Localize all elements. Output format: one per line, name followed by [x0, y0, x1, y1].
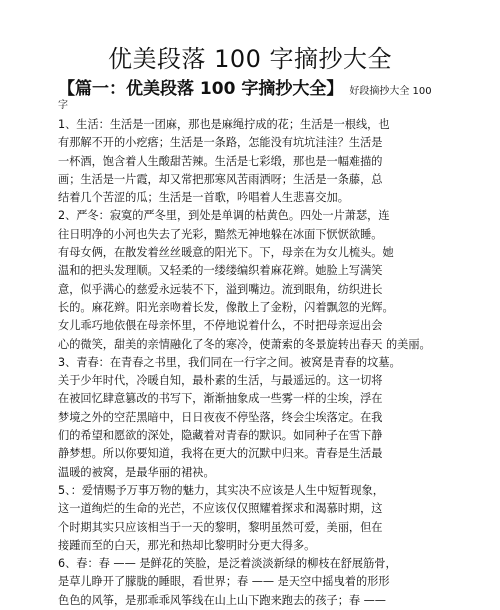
- text-line: 温和的把头发理顺。又轻柔的一缕缕编织着麻花辫。她脸上写满笑: [58, 264, 383, 278]
- text-line: 色色的风筝，是那乖乖风筝线在山上山下跑来跑去的孩子；春 ——: [58, 593, 386, 607]
- section-heading-row: [58, 78, 498, 103]
- text-line: 在被回忆肆意篡改的书写下，渐渐抽象成一些雾一样的尘埃，浮在: [58, 392, 383, 406]
- text-line: 3、青春：在青春之书里，我们同在一行字之间。被窝是青春的坟墓。: [58, 355, 401, 369]
- text-line: 往日明净的小河也失去了光彩，黯然无神地躲在冰面下恹恹欲睡。: [58, 227, 383, 241]
- text-line: 这一道绚烂的生命的光芒，不应该仅仅照耀着探求和渴慕时期，这: [58, 502, 383, 516]
- text-line: 有那解不开的小疙瘩；生活是一条路，怎能没有坑坑洼洼？生活是: [58, 136, 383, 150]
- text-line: 一杯酒，饱含着人生酸甜苦辣。生活是七彩缎，那也是一幅难描的: [58, 154, 383, 168]
- text-line: 有母女俩，在散发着丝丝暖意的阳光下。下，母亲在为女儿梳头。她: [58, 246, 394, 260]
- section-heading: 【篇一：优美段落 100 字摘抄大全】: [58, 79, 344, 99]
- text-line: 长的。麻花辫。阳光亲吻着长发，像散上了金粉，闪着飘忽的光辉。: [58, 300, 394, 314]
- text-line: 2、严冬：寂寞的严冬里，到处是单调的枯黄色。四处一片萧瑟，连: [58, 209, 390, 223]
- text-line: 结着几个苦涩的瓜；生活是一首歌，吟唱着人生悲喜交加。: [58, 191, 349, 205]
- text-line: 是草儿睁开了朦胧的睡眼，看世界；春 —— 是天空中摇曳着的形形: [58, 575, 390, 589]
- text-line: 心的微笑，甜美的亲情融化了冬的寒冷，使萧索的冬景旋转出春天 的美丽。: [58, 337, 431, 351]
- text-line: 们的希望和愿欲的深处，隐藏着对青春的默识。如同种子在雪下静: [58, 429, 383, 443]
- text-line: 接踵而至的白天，那光和热却比黎明时分更大得多。: [58, 538, 316, 552]
- section-tag: 好段摘抄大全 100: [349, 86, 432, 97]
- text-line: 关于少年时代，冷暖自知，最朴素的生活，与最遥远的。这一切将: [58, 374, 383, 388]
- document-title: 优美段落 100 字摘抄大全: [107, 45, 393, 73]
- text-line: 个时期其实只应该相当于一天的黎明，黎明虽然可爱，美丽，但在: [58, 520, 383, 534]
- section-tag-tail: 字: [58, 100, 68, 111]
- text-line: 静梦想。所以你要知道，我将在更大的沉默中归来。青春是生活最: [58, 447, 383, 461]
- text-line: 6、春：春 —— 是鲜花的笑脸，是泛着淡淡新绿的柳枝在舒展筋骨，: [58, 557, 397, 571]
- text-line: 5、：爱情赐予万事万物的魅力，其实决不应该是人生中短暂现象，: [58, 483, 384, 497]
- text-line: 意，似乎满心的慈爱永远装不下，溢到嘴边。流到眼角，纺织进长: [58, 282, 383, 296]
- text-line: 温暖的被窝，是最华丽的裙袂。: [58, 465, 215, 479]
- body-text: [58, 116, 468, 610]
- text-line: 女儿乖巧地依偎在母亲怀里，不停地说着什么，不时把母亲逗出会: [58, 319, 383, 333]
- text-line: 画；生活是一片霞，却又常把那寒风苦雨洒呀；生活是一条藤，总: [58, 172, 383, 186]
- text-line: 1、生活：生活是一团麻，那也是麻绳拧成的花；生活是一根线，也: [58, 118, 390, 131]
- text-line: 梦境之外的空茫黑暗中，日日夜夜不停坠落，终会尘埃落定。在我: [58, 410, 383, 424]
